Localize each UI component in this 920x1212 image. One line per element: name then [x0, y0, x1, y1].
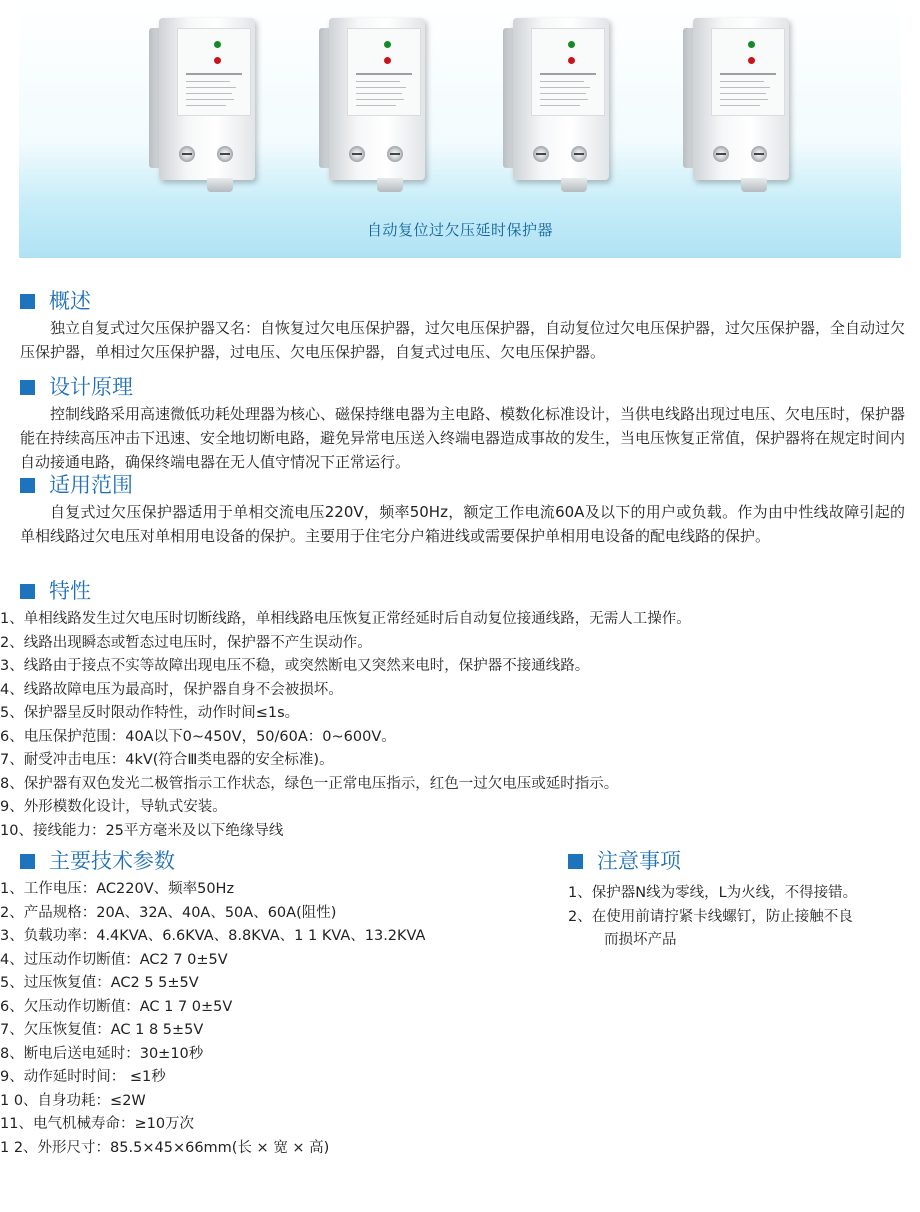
list-item: 8、断电后送电延时：30±10秒	[0, 1045, 204, 1062]
square-bullet-icon	[20, 380, 35, 395]
protect-led-icon	[748, 57, 755, 64]
principle-text: 控制线路采用高速微低功耗处理器为核心、磁保持继电器为主电路、模数化标准设计，当供电线路出现过电压、欠电压时，保护器能在持续高压冲击下迅速、安全地切断电路，避免异常电压送入终端电器造成事故的发生，当电压恢复正常值，保护器将在规定时间内自动接通电路，确保终端电器在无人值守情况下正常运行。	[20, 405, 906, 471]
power-led-icon	[568, 41, 575, 48]
features-list	[0, 608, 905, 843]
list-item: 5、过压恢复值：AC2 5 5±5V	[0, 975, 199, 991]
list-item: 9、动作延时时间： ≤1秒	[0, 1069, 166, 1085]
terminal-screw-icon	[533, 146, 549, 162]
product-banner	[19, 0, 901, 258]
specs-section	[0, 848, 560, 1160]
list-item: 5、保护器呈反时限动作特性，动作时间≤1s。	[0, 705, 300, 721]
specs-list	[0, 878, 560, 1160]
power-led-icon	[748, 41, 755, 48]
section-title: 注意事项	[568, 848, 908, 874]
list-item: 3、负载功率：4.4KVA、6.6KVA、8.8KVA、1 1 KVA、13.2KVA	[0, 928, 426, 944]
square-bullet-icon	[20, 584, 35, 599]
product-image	[683, 18, 791, 190]
square-bullet-icon	[20, 854, 35, 869]
scope-text: 自复式过欠压保护器适用于单相交流电压220V，频率50Hz，额定工作电流60A及以下的用户或负载。作为由中性线故障引起的单相线路过欠电压对单相用电设备的保护。主要用于住宅分户箱进线或需要保护单相用电设备的配电线路的保护。	[20, 503, 905, 545]
power-led-icon	[214, 41, 221, 48]
list-item: 1、工作电压：AC220V、频率50Hz	[0, 881, 235, 897]
square-bullet-icon	[20, 478, 35, 493]
list-item: 1 2、外形尺寸：85.5×45×66mm(长 × 宽 × 高)	[0, 1139, 330, 1156]
section-title: 特性	[20, 578, 905, 604]
overview-text: 独立自复式过欠压保护器又名：自恢复过欠电压保护器，过欠电压保护器，自动复位过欠电压保护器，过欠压保护器，全自动过欠压保护器，单相过欠压保护器，过电压、欠电压保护器，自复式过电压、欠电压保护器。	[20, 319, 906, 361]
notes-section	[568, 848, 908, 953]
protect-led-icon	[214, 57, 221, 64]
list-item: 10、接线能力：25平方毫米及以下绝缘导线	[0, 822, 284, 839]
terminal-screw-icon	[217, 146, 233, 162]
product-image	[149, 18, 257, 190]
list-item: 3、线路由于接点不实等故障出现电压不稳，或突然断电又突然来电时，保护器不接通线路。	[0, 658, 590, 674]
list-item: 7、耐受冲击电压：4kV(符合Ⅲ类电器的安全标准)。	[0, 752, 334, 768]
list-item: 11、电气机械寿命：≥10万次	[0, 1116, 195, 1132]
terminal-screw-icon	[751, 146, 767, 162]
list-item: 4、过压动作切断值：AC2 7 0±5V	[0, 951, 228, 968]
terminal-screw-icon	[179, 146, 195, 162]
terminal-screw-icon	[571, 146, 587, 162]
scope-section	[20, 472, 905, 548]
terminal-screw-icon	[387, 146, 403, 162]
list-item: 2、在使用前请拧紧卡线螺钉，防止接触不良	[568, 908, 853, 925]
terminal-screw-icon	[713, 146, 729, 162]
product-image	[503, 18, 611, 190]
protect-led-icon	[568, 57, 575, 64]
product-image	[319, 18, 427, 190]
power-led-icon	[384, 41, 391, 48]
list-item: 1、保护器N线为零线，L为火线，不得接错。	[568, 885, 858, 901]
terminal-screw-icon	[349, 146, 365, 162]
section-title: 概述	[20, 288, 905, 314]
list-item-continuation: 而损坏产品	[604, 932, 677, 948]
list-item: 1、单相线路发生过欠电压时切断线路，单相线路电压恢复正常经延时后自动复位接通线路，无需人工操作。	[0, 611, 691, 627]
list-item: 2、线路出现瞬态或暂态过电压时，保护器不产生误动作。	[0, 634, 372, 651]
list-item: 6、电压保护范围：40A以下0~450V，50/60A：0~600V。	[0, 728, 396, 745]
section-title: 主要技术参数	[20, 848, 560, 874]
list-item: 4、线路故障电压为最高时，保护器自身不会被损坏。	[0, 681, 343, 698]
list-item: 6、欠压动作切断值：AC 1 7 0±5V	[0, 998, 233, 1015]
list-item: 1 0、自身功耗：≤2W	[0, 1092, 146, 1109]
protect-led-icon	[384, 57, 391, 64]
principle-section	[20, 374, 905, 474]
section-title: 适用范围	[20, 472, 905, 498]
list-item: 8、保护器有双色发光二极管指示工作状态，绿色一正常电压指示，红色一过欠电压或延时指示。	[0, 775, 619, 792]
banner-caption: 自动复位过欠压延时保护器	[366, 221, 553, 239]
square-bullet-icon	[568, 854, 583, 869]
notes-list	[568, 882, 908, 953]
list-item: 7、欠压恢复值：AC 1 8 5±5V	[0, 1022, 204, 1038]
square-bullet-icon	[20, 294, 35, 309]
features-section	[0, 578, 905, 843]
list-item: 2、产品规格：20A、32A、40A、50A、60A(阻性)	[0, 904, 337, 921]
overview-section	[20, 288, 905, 364]
list-item: 9、外形模数化设计，导轨式安装。	[0, 799, 227, 815]
section-title: 设计原理	[20, 374, 905, 400]
